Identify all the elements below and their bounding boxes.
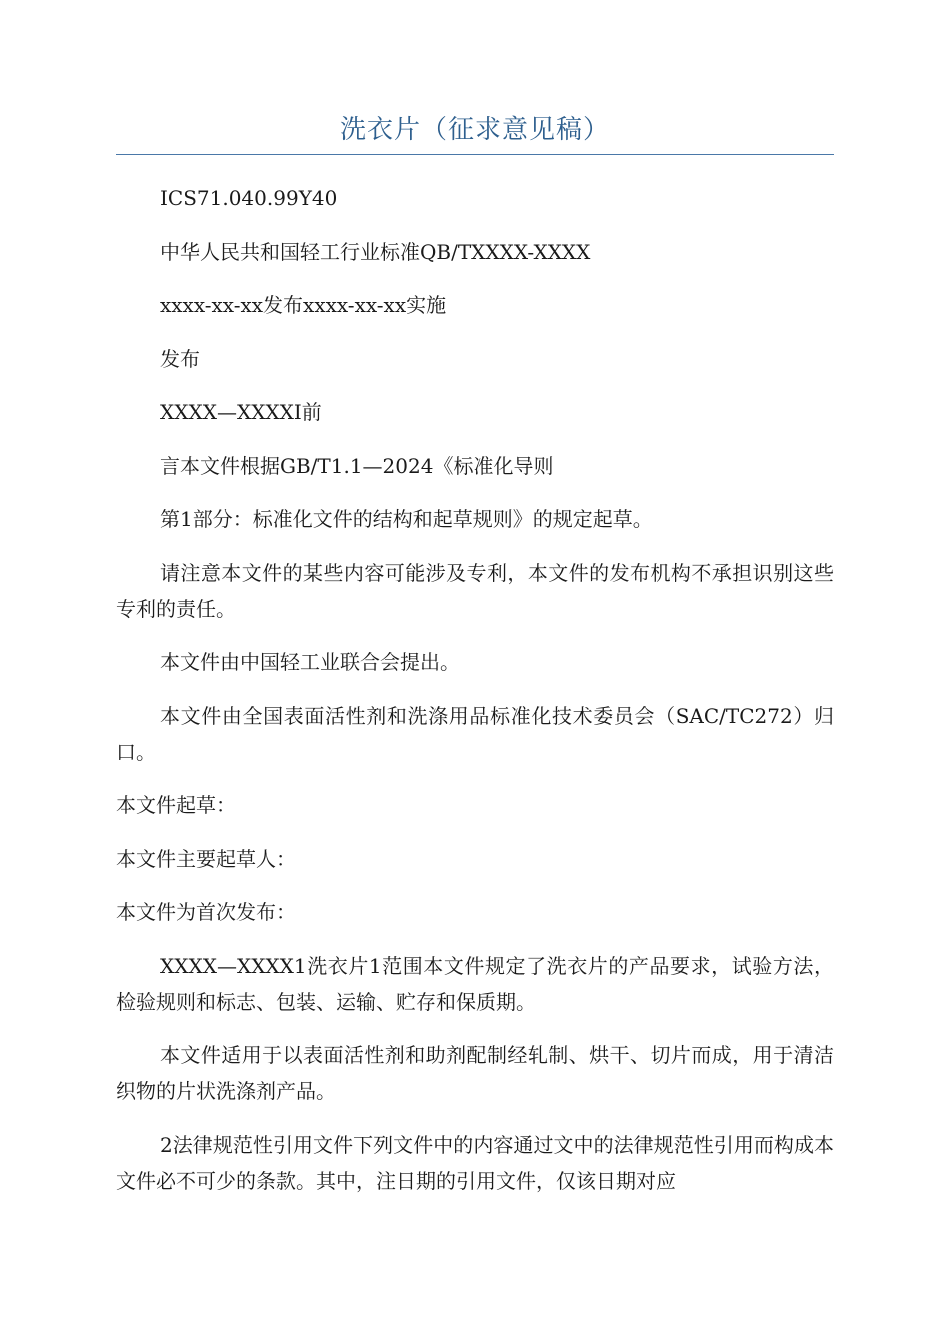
paragraph-foreword-heading: XXXX—XXXXI前 [160, 400, 322, 424]
paragraph-drafter: 本文件起草： [116, 793, 236, 817]
paragraph-dates: xxxx-xx-xx发布xxxx-xx-xx实施 [160, 293, 447, 317]
paragraph-proposer: 本文件由中国轻工业联合会提出。 [160, 650, 460, 674]
paragraph-first-release: 本文件为首次发布： [116, 900, 296, 924]
paragraph-applicability: 本文件适用于以表面活性剂和助剂配制经轧制、烘干、切片而成，用于清洁织物的片状洗涤剂产品。 [116, 1043, 834, 1103]
paragraph-scope: XXXX—XXXX1洗衣片1范围本文件规定了洗衣片的产品要求，试验方法，检验规则和标志、包装、运输、贮存和保质期。 [116, 953, 834, 1014]
paragraph-ics-code: ICS71.040.99Y40 [160, 186, 338, 210]
paragraph-foreword-basis: 言本文件根据GB/T1.1—2024《标准化导则 [160, 453, 554, 478]
paragraph-main-drafters: 本文件主要起草人： [116, 846, 296, 871]
paragraph-publish: 发布 [160, 346, 200, 371]
title-underline [116, 154, 834, 155]
paragraph-foreword-part1: 第1部分：标准化文件的结构和起草规则》的规定起草。 [160, 507, 653, 531]
document-title: 洗衣片（征求意见稿） [339, 115, 610, 145]
paragraph-patent-notice: 请注意本文件的某些内容可能涉及专利，本文件的发布机构不承担识别这些专利的责任。 [116, 560, 834, 621]
paragraph-standard-number: 中华人民共和国轻工行业标准QB/TXXXX-XXXX [160, 239, 591, 264]
document-body [116, 180, 834, 1216]
paragraph-normative-references: 2法律规范性引用文件下列文件中的内容通过文中的法律规范性引用而构成本文件必不可少的条款。其中，注日期的引用文件，仅该日期对应 [116, 1132, 834, 1193]
paragraph-committee: 本文件由全国表面活性剂和洗涤用品标准化技术委员会（SAC/TC272）归口。 [116, 703, 834, 764]
